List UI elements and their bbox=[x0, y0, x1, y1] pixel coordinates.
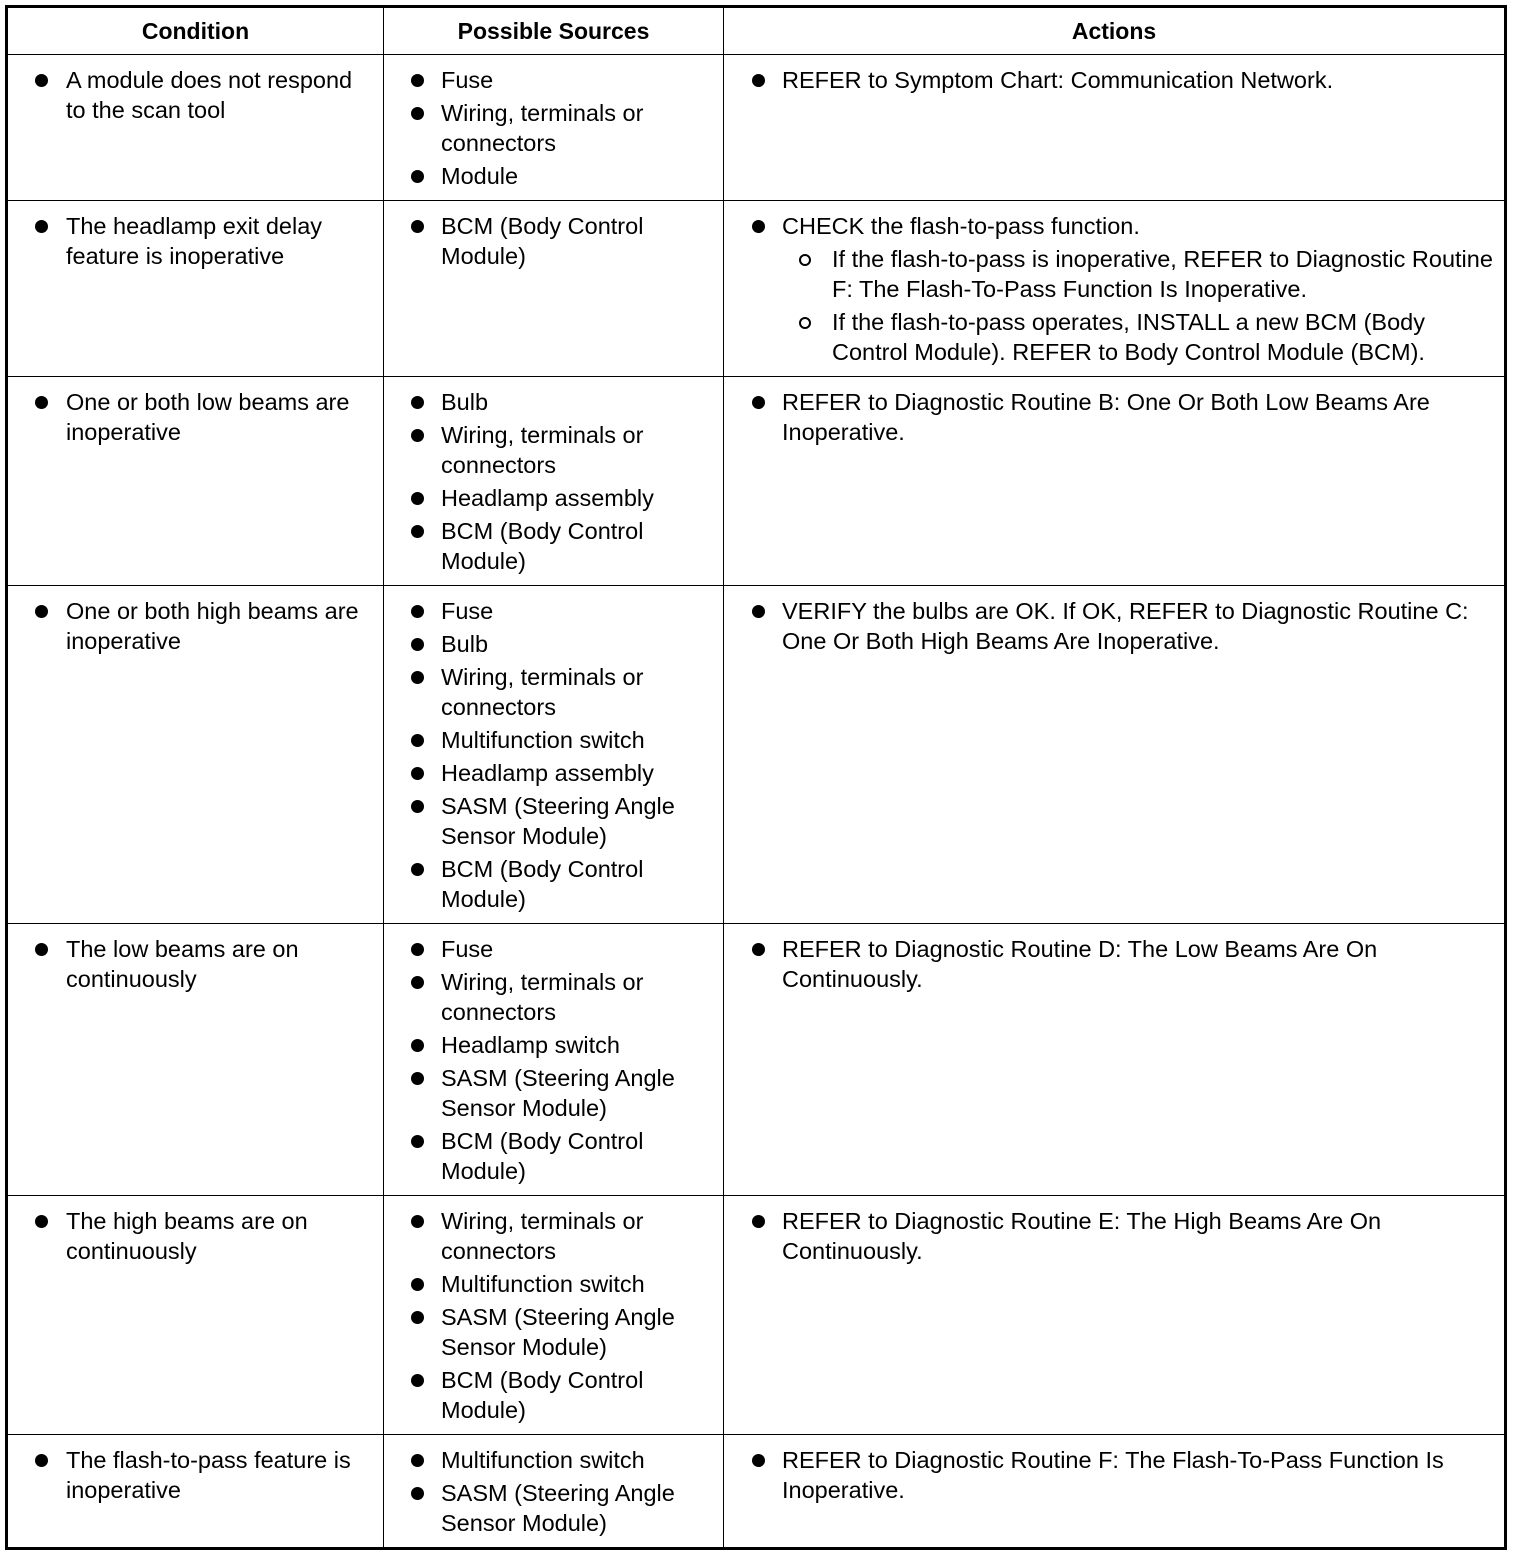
condition-list bbox=[8, 387, 383, 447]
bullet-icon bbox=[411, 1311, 424, 1324]
actions-cell bbox=[724, 377, 1506, 586]
condition-cell bbox=[7, 924, 384, 1196]
bullet-icon bbox=[411, 1278, 424, 1291]
bullet-icon bbox=[411, 220, 424, 233]
bullet-icon bbox=[35, 1454, 48, 1467]
source-item bbox=[384, 1302, 723, 1362]
source-item bbox=[384, 725, 723, 755]
source-text: BCM (Body Control Module) bbox=[441, 518, 644, 574]
bullet-icon bbox=[411, 605, 424, 618]
source-text: Wiring, terminals or connectors bbox=[441, 969, 644, 1025]
condition-list bbox=[8, 65, 383, 125]
source-item bbox=[384, 1126, 723, 1186]
actions-cell bbox=[724, 586, 1506, 924]
action-text: REFER to Diagnostic Routine F: The Flash-To-Pass Function Is Inoperative. bbox=[782, 1447, 1444, 1503]
actions-list bbox=[724, 387, 1504, 447]
bullet-icon bbox=[411, 1135, 424, 1148]
action-sub-text: If the flash-to-pass is inoperative, REFER to Diagnostic Routine F: The Flash-To-Pass Function Is Inoperative. bbox=[832, 246, 1493, 302]
source-item bbox=[384, 967, 723, 1027]
hollow-bullet-icon bbox=[799, 317, 811, 329]
possible-sources-cell bbox=[384, 377, 724, 586]
bullet-icon bbox=[35, 1215, 48, 1228]
actions-cell bbox=[724, 924, 1506, 1196]
bullet-icon bbox=[411, 1072, 424, 1085]
header-possible-sources: Possible Sources bbox=[384, 7, 724, 55]
possible-sources-cell bbox=[384, 924, 724, 1196]
source-item bbox=[384, 1478, 723, 1538]
action-item bbox=[724, 1445, 1504, 1505]
source-text: BCM (Body Control Module) bbox=[441, 213, 644, 269]
sources-list bbox=[384, 1445, 723, 1538]
condition-item bbox=[8, 934, 383, 994]
source-item bbox=[384, 1206, 723, 1266]
possible-sources-cell bbox=[384, 1196, 724, 1435]
header-actions: Actions bbox=[724, 7, 1506, 55]
table-row bbox=[7, 201, 1506, 377]
source-text: Module bbox=[441, 163, 519, 189]
source-text: Multifunction switch bbox=[441, 1271, 645, 1297]
source-item bbox=[384, 483, 723, 513]
condition-item bbox=[8, 65, 383, 125]
condition-list bbox=[8, 211, 383, 271]
table-row bbox=[7, 55, 1506, 201]
condition-cell bbox=[7, 1435, 384, 1549]
condition-item bbox=[8, 596, 383, 656]
condition-text: One or both low beams are inoperative bbox=[66, 389, 350, 445]
bullet-icon bbox=[411, 767, 424, 780]
condition-list bbox=[8, 1206, 383, 1266]
source-text: BCM (Body Control Module) bbox=[441, 856, 644, 912]
source-item bbox=[384, 65, 723, 95]
bullet-icon bbox=[752, 74, 765, 87]
symptom-chart-table bbox=[5, 5, 1507, 1550]
bullet-icon bbox=[35, 74, 48, 87]
actions-cell bbox=[724, 1196, 1506, 1435]
hollow-bullet-icon bbox=[799, 254, 811, 266]
condition-item bbox=[8, 387, 383, 447]
source-text: Bulb bbox=[441, 631, 489, 657]
action-item bbox=[724, 934, 1504, 994]
action-text: REFER to Diagnostic Routine E: The High Beams Are On Continuously. bbox=[782, 1208, 1382, 1264]
bullet-icon bbox=[35, 943, 48, 956]
bullet-icon bbox=[411, 863, 424, 876]
source-text: Wiring, terminals or connectors bbox=[441, 1208, 644, 1264]
source-text: Fuse bbox=[441, 598, 494, 624]
source-item bbox=[384, 629, 723, 659]
source-item bbox=[384, 1365, 723, 1425]
source-item bbox=[384, 791, 723, 851]
bullet-icon bbox=[411, 671, 424, 684]
bullet-icon bbox=[752, 605, 765, 618]
bullet-icon bbox=[411, 429, 424, 442]
bullet-icon bbox=[411, 1454, 424, 1467]
actions-list bbox=[724, 1206, 1504, 1266]
source-item bbox=[384, 161, 723, 191]
condition-item bbox=[8, 1206, 383, 1266]
source-text: Headlamp switch bbox=[441, 1032, 620, 1058]
bullet-icon bbox=[752, 220, 765, 233]
possible-sources-cell bbox=[384, 1435, 724, 1549]
source-text: BCM (Body Control Module) bbox=[441, 1128, 644, 1184]
sources-list bbox=[384, 211, 723, 271]
condition-text: A module does not respond to the scan tool bbox=[66, 67, 353, 123]
condition-list bbox=[8, 596, 383, 656]
bullet-icon bbox=[411, 74, 424, 87]
bullet-icon bbox=[411, 1039, 424, 1052]
possible-sources-cell bbox=[384, 201, 724, 377]
action-text: REFER to Diagnostic Routine B: One Or Both Low Beams Are Inoperative. bbox=[782, 389, 1430, 445]
bullet-icon bbox=[35, 220, 48, 233]
action-sub-item bbox=[782, 244, 1494, 304]
source-text: Bulb bbox=[441, 389, 489, 415]
condition-item bbox=[8, 211, 383, 271]
bullet-icon bbox=[411, 1215, 424, 1228]
condition-cell bbox=[7, 377, 384, 586]
actions-cell bbox=[724, 55, 1506, 201]
source-item bbox=[384, 854, 723, 914]
condition-list bbox=[8, 934, 383, 994]
header-row bbox=[7, 7, 1506, 55]
header-condition: Condition bbox=[7, 7, 384, 55]
bullet-icon bbox=[35, 605, 48, 618]
source-text: Fuse bbox=[441, 67, 494, 93]
source-text: SASM (Steering Angle Sensor Module) bbox=[441, 793, 675, 849]
bullet-icon bbox=[411, 1487, 424, 1500]
source-item bbox=[384, 596, 723, 626]
source-item bbox=[384, 516, 723, 576]
source-text: BCM (Body Control Module) bbox=[441, 1367, 644, 1423]
source-item bbox=[384, 420, 723, 480]
bullet-icon bbox=[752, 943, 765, 956]
source-text: SASM (Steering Angle Sensor Module) bbox=[441, 1065, 675, 1121]
bullet-icon bbox=[411, 976, 424, 989]
condition-text: The low beams are on continuously bbox=[66, 936, 299, 992]
actions-cell bbox=[724, 201, 1506, 377]
source-item bbox=[384, 758, 723, 788]
sources-list bbox=[384, 1206, 723, 1425]
action-sub-list bbox=[782, 244, 1494, 367]
actions-list bbox=[724, 934, 1504, 994]
source-text: Wiring, terminals or connectors bbox=[441, 422, 644, 478]
bullet-icon bbox=[411, 800, 424, 813]
source-text: Fuse bbox=[441, 936, 494, 962]
actions-list bbox=[724, 596, 1504, 656]
condition-cell bbox=[7, 586, 384, 924]
bullet-icon bbox=[752, 1454, 765, 1467]
possible-sources-cell bbox=[384, 55, 724, 201]
actions-list bbox=[724, 65, 1504, 95]
bullet-icon bbox=[752, 1215, 765, 1228]
sources-list bbox=[384, 934, 723, 1186]
sources-list bbox=[384, 65, 723, 191]
source-text: Headlamp assembly bbox=[441, 760, 654, 786]
source-text: Wiring, terminals or connectors bbox=[441, 100, 644, 156]
table-row bbox=[7, 1435, 1506, 1549]
condition-text: One or both high beams are inoperative bbox=[66, 598, 359, 654]
bullet-icon bbox=[411, 492, 424, 505]
condition-cell bbox=[7, 1196, 384, 1435]
action-text: CHECK the flash-to-pass function. bbox=[782, 213, 1140, 239]
source-item bbox=[384, 1269, 723, 1299]
table-row bbox=[7, 586, 1506, 924]
action-sub-text: If the flash-to-pass operates, INSTALL a new BCM (Body Control Module). REFER to Body Control Module (BCM). bbox=[832, 309, 1425, 365]
source-item bbox=[384, 211, 723, 271]
bullet-icon bbox=[411, 943, 424, 956]
condition-cell bbox=[7, 55, 384, 201]
source-text: Wiring, terminals or connectors bbox=[441, 664, 644, 720]
table-row bbox=[7, 924, 1506, 1196]
table-row bbox=[7, 377, 1506, 586]
action-item bbox=[724, 211, 1504, 367]
condition-cell bbox=[7, 201, 384, 377]
table-body bbox=[7, 55, 1506, 1549]
source-item bbox=[384, 387, 723, 417]
action-item bbox=[724, 1206, 1504, 1266]
source-text: Multifunction switch bbox=[441, 727, 645, 753]
source-item bbox=[384, 1063, 723, 1123]
source-item bbox=[384, 1445, 723, 1475]
action-text: VERIFY the bulbs are OK. If OK, REFER to Diagnostic Routine C: One Or Both High Beams Are Inoperative. bbox=[782, 598, 1469, 654]
bullet-icon bbox=[411, 525, 424, 538]
actions-cell bbox=[724, 1435, 1506, 1549]
source-text: SASM (Steering Angle Sensor Module) bbox=[441, 1480, 675, 1536]
condition-list bbox=[8, 1445, 383, 1505]
source-text: SASM (Steering Angle Sensor Module) bbox=[441, 1304, 675, 1360]
bullet-icon bbox=[411, 734, 424, 747]
action-sub-item bbox=[782, 307, 1494, 367]
source-text: Headlamp assembly bbox=[441, 485, 654, 511]
source-item bbox=[384, 1030, 723, 1060]
actions-list bbox=[724, 1445, 1504, 1505]
bullet-icon bbox=[411, 170, 424, 183]
condition-text: The high beams are on continuously bbox=[66, 1208, 308, 1264]
action-item bbox=[724, 596, 1504, 656]
bullet-icon bbox=[752, 396, 765, 409]
action-item bbox=[724, 387, 1504, 447]
possible-sources-cell bbox=[384, 586, 724, 924]
actions-list bbox=[724, 211, 1504, 367]
condition-text: The flash-to-pass feature is inoperative bbox=[66, 1447, 351, 1503]
bullet-icon bbox=[411, 638, 424, 651]
bullet-icon bbox=[35, 396, 48, 409]
action-item bbox=[724, 65, 1504, 95]
sources-list bbox=[384, 387, 723, 576]
action-text: REFER to Symptom Chart: Communication Network. bbox=[782, 67, 1334, 93]
table-row bbox=[7, 1196, 1506, 1435]
condition-item bbox=[8, 1445, 383, 1505]
action-text: REFER to Diagnostic Routine D: The Low Beams Are On Continuously. bbox=[782, 936, 1378, 992]
sources-list bbox=[384, 596, 723, 914]
bullet-icon bbox=[411, 107, 424, 120]
condition-text: The headlamp exit delay feature is inoperative bbox=[66, 213, 323, 269]
bullet-icon bbox=[411, 396, 424, 409]
source-text: Multifunction switch bbox=[441, 1447, 645, 1473]
source-item bbox=[384, 98, 723, 158]
source-item bbox=[384, 934, 723, 964]
bullet-icon bbox=[411, 1374, 424, 1387]
source-item bbox=[384, 662, 723, 722]
